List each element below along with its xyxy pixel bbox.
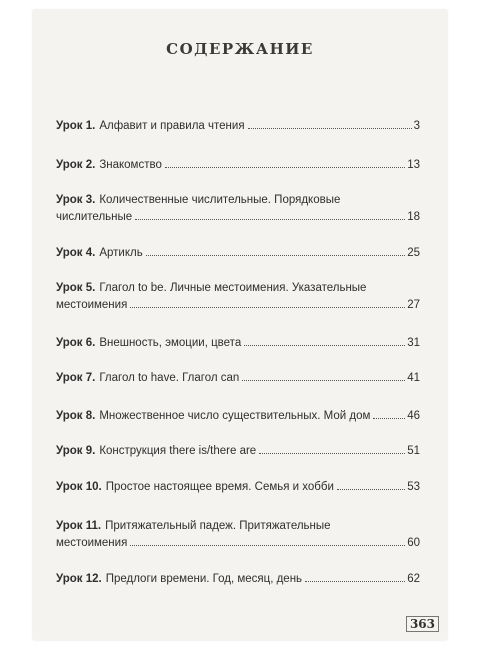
toc-entry-7	[56, 370, 420, 387]
lesson-number: Урок 11.	[56, 520, 102, 532]
toc-entry-11	[56, 518, 420, 552]
toc-entry-12	[56, 571, 420, 588]
lesson-title: Притяжательный падеж. Притяжательные	[105, 520, 331, 532]
leader-dots	[242, 380, 405, 381]
leader-dots	[165, 167, 405, 168]
lesson-number: Урок 7.	[56, 372, 96, 384]
toc-entry-10	[56, 479, 420, 496]
lesson-title: Количественные числительные. Порядковые	[99, 194, 341, 206]
lesson-number: Урок 9.	[56, 445, 96, 457]
lesson-number: Урок 3.	[56, 194, 96, 206]
toc-entry-8	[56, 408, 420, 425]
leader-dots	[130, 545, 405, 546]
page-number: 41	[407, 372, 420, 384]
lesson-number: Урок 6.	[56, 337, 96, 349]
lesson-title: Глагол to be. Личные местоимения. Указательные	[99, 282, 367, 294]
page-number: 46	[407, 410, 420, 422]
page-number: 53	[407, 481, 420, 493]
page-number: 31	[407, 337, 420, 349]
lesson-title: Конструкция there is/there are	[99, 445, 257, 457]
lesson-title-continued: местоимения	[56, 299, 128, 311]
leader-dots	[130, 307, 405, 308]
page-number: 3	[413, 120, 420, 132]
lesson-number: Урок 2.	[56, 159, 96, 171]
toc-entry-1	[56, 118, 420, 135]
leader-dots	[337, 489, 405, 490]
page-number: 25	[407, 247, 420, 259]
lesson-number: Урок 12.	[56, 573, 102, 585]
lesson-number: Урок 10.	[56, 481, 102, 493]
book-page	[33, 10, 447, 640]
toc-entry-2	[56, 157, 420, 174]
lesson-title: Множественное число существительных. Мой дом	[99, 410, 371, 422]
leader-dots	[146, 255, 406, 256]
page-folio-number: 363	[406, 616, 439, 632]
toc-entry-5	[56, 280, 420, 314]
leader-dots	[373, 418, 405, 419]
lesson-number: Урок 1.	[56, 120, 96, 132]
lesson-number: Урок 4.	[56, 247, 96, 259]
lesson-title: Предлоги времени. Год, месяц, день	[105, 573, 303, 585]
page-number: 13	[407, 159, 420, 171]
lesson-title: Глагол to have. Глагол can	[99, 372, 240, 384]
leader-dots	[244, 345, 405, 346]
lesson-title: Алфавит и правила чтения	[99, 120, 245, 132]
leader-dots	[259, 453, 405, 454]
leader-dots	[135, 219, 405, 220]
page-number: 18	[407, 211, 420, 223]
page-number: 60	[407, 537, 420, 549]
page-number: 27	[407, 299, 420, 311]
lesson-number: Урок 8.	[56, 410, 96, 422]
toc-entry-9	[56, 443, 420, 460]
toc-entry-4	[56, 245, 420, 262]
lesson-number: Урок 5.	[56, 282, 96, 294]
lesson-title: Артикль	[99, 247, 143, 259]
lesson-title: Внешность, эмоции, цвета	[99, 337, 242, 349]
page-title: СОДЕРЖАНИЕ	[166, 40, 314, 58]
page-number: 62	[407, 573, 420, 585]
lesson-title: Простое настоящее время. Семья и хобби	[105, 481, 334, 493]
toc-entry-3	[56, 192, 420, 226]
leader-dots	[248, 128, 412, 129]
leader-dots	[305, 581, 405, 582]
toc-entry-6	[56, 335, 420, 352]
lesson-title: Знакомство	[99, 159, 162, 171]
page-number: 51	[407, 445, 420, 457]
lesson-title-continued: числительные	[56, 211, 133, 223]
lesson-title-continued: местоимения	[56, 537, 128, 549]
